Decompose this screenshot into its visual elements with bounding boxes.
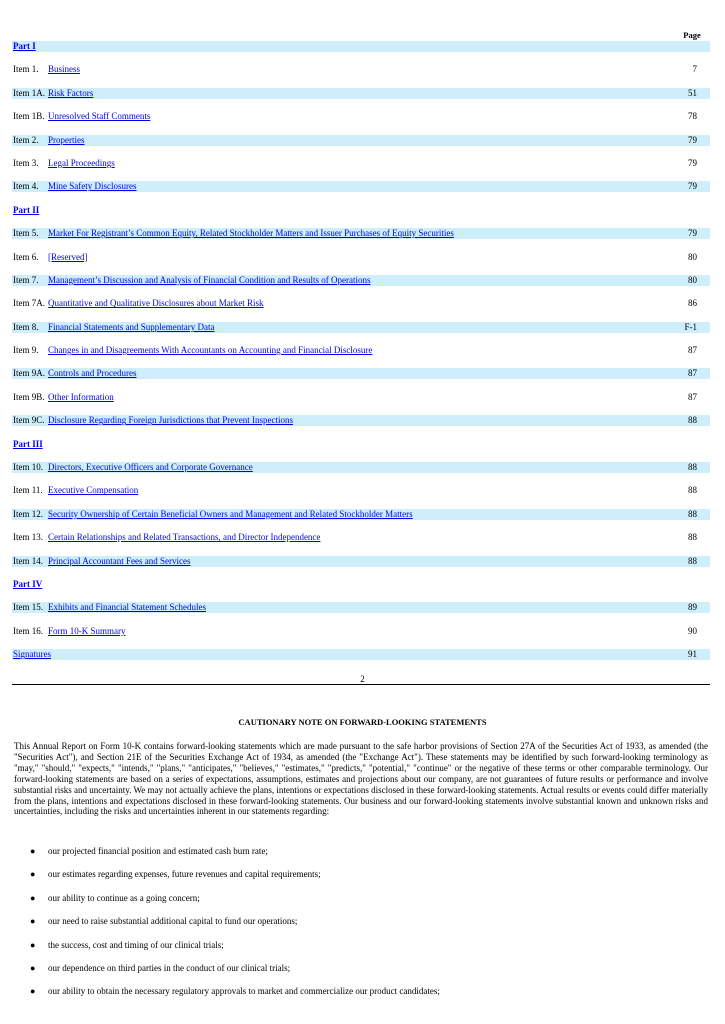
toc-section-link[interactable]: Exhibits and Financial Statement Schedules [48,602,206,613]
toc-section-link[interactable]: Financial Statements and Supplementary Data [48,321,215,332]
toc-page-number: 90 [688,625,697,636]
toc-row [12,649,710,660]
toc-page-number: 88 [688,462,697,473]
toc-page-number: 79 [688,181,697,192]
toc-section-link[interactable]: Disclosure Regarding Foreign Jurisdictions that Prevent Inspections [48,415,293,426]
bullet-text: our estimates regarding expenses, future revenues and capital requirements; [48,869,321,880]
toc-row [12,88,710,99]
toc-title [48,556,190,567]
toc-part-row [12,439,710,450]
toc-item-number: Item 9. [13,345,39,356]
toc-section-link[interactable]: Executive Compensation [48,485,139,496]
toc-item-number: Item 9B. [13,391,45,402]
toc-item-number: Item 7. [13,274,39,285]
list-item [14,893,704,904]
toc-page-number: 51 [688,87,697,98]
toc-title [48,88,93,99]
page-break-rule [12,684,710,685]
bullet-icon: ● [30,869,36,880]
toc-row [12,64,710,75]
toc-page-number: 88 [688,415,697,426]
toc-item-number: Item 11. [13,485,43,496]
toc-title [48,275,370,286]
toc-item-number: Item 14. [13,555,43,566]
bullet-text: the success, cost and timing of our clinical trials; [48,939,224,950]
toc-page-number: 78 [688,111,697,122]
toc-page-number: 87 [688,391,697,402]
list-item [14,963,704,974]
toc-title [48,462,253,473]
toc-page-number: F-1 [684,321,697,332]
toc-item-number: Item 1A. [13,87,45,98]
toc-part-row [12,205,710,216]
toc-row [12,252,710,263]
toc-section-link[interactable]: Directors, Executive Officers and Corporate Governance [48,462,253,473]
toc-part-link[interactable]: Part I [13,41,36,51]
toc-section-link[interactable]: Risk Factors [48,87,94,98]
toc-page-number: 88 [688,485,697,496]
toc-section-link[interactable]: Business [48,64,81,75]
toc-title [48,345,372,356]
toc-page-number: 89 [688,602,697,613]
toc-title [48,135,85,146]
bullet-text: our ability to obtain the necessary regulatory approvals to market and commercialize our product candidates; [48,986,440,997]
toc-row [12,135,710,146]
bullet-text: our projected financial position and estimated cash burn rate; [48,846,268,856]
toc-title [13,439,43,450]
toc-section-link[interactable]: [Reserved] [48,251,88,262]
toc-section-link[interactable]: Form 10-K Summary [48,625,126,636]
toc-row [12,462,710,473]
toc-title [48,602,206,613]
toc-row [12,322,710,333]
toc-row [12,345,710,356]
toc-page-number: 80 [688,251,697,262]
toc-title [48,158,115,169]
toc-title [48,111,150,122]
bullet-text: our dependence on third parties in the conduct of our clinical trials; [48,962,291,973]
toc-section-link[interactable]: Properties [48,134,85,145]
toc-row [12,111,710,122]
toc-section-link[interactable]: Certain Relationships and Related Transactions, and Director Independence [48,532,321,543]
toc-title [48,228,454,239]
list-item [14,940,704,951]
toc-title [13,41,36,52]
toc-row [12,509,710,520]
toc-title [48,322,214,333]
toc-title [48,626,126,637]
bullet-icon: ● [30,916,36,927]
toc-title [48,252,87,263]
toc-section-link[interactable]: Principal Accountant Fees and Services [48,555,191,566]
toc-title [13,205,39,216]
bullet-icon: ● [30,962,36,973]
toc-page-number: 79 [688,228,697,239]
toc-title [48,392,114,403]
toc-section-link[interactable]: Market For Registrant’s Common Equity, Related Stockholder Matters and Issuer Purchases of Equity Securities [48,228,454,239]
toc-part-row [12,41,710,52]
toc-row [12,415,710,426]
toc-item-number: Item 13. [13,532,43,543]
toc-page-number: 91 [688,649,697,660]
list-item [14,869,704,880]
toc-section-link[interactable]: Legal Proceedings [48,157,115,168]
toc-section-link[interactable]: Mine Safety Disclosures [48,181,137,192]
toc-item-number: Item 12. [13,508,43,519]
toc-title [13,649,51,660]
toc-part-row [12,579,710,590]
toc-section-link[interactable]: Signatures [13,649,51,660]
toc-title [48,181,136,192]
bullet-text: our ability to continue as a going concern; [48,892,200,903]
bullet-icon: ● [30,846,36,856]
toc-row [12,556,710,567]
toc-page-number: 79 [688,134,697,145]
toc-item-number: Item 6. [13,251,39,262]
bullet-icon: ● [30,892,36,903]
list-item [14,846,704,857]
toc-title [13,579,42,590]
toc-page-number: 88 [688,508,697,519]
toc-page-number: 87 [688,368,697,379]
toc-section-link[interactable]: Quantitative and Qualitative Disclosures about Market Risk [48,298,264,309]
toc-title [48,368,136,379]
toc-section-link[interactable]: Unresolved Staff Comments [48,111,151,122]
toc-item-number: Item 7A. [13,298,45,309]
bullet-text: our need to raise substantial additional capital to fund our operations; [48,916,298,927]
toc-page-number: 86 [688,298,697,309]
toc-section-link[interactable]: Changes in and Disagreements With Accountants on Accounting and Financial Disclosure [48,345,373,356]
toc-item-number: Item 16. [13,625,43,636]
bullet-icon: ● [30,986,36,997]
toc-row [12,392,710,403]
bullet-icon: ● [30,939,36,950]
toc-row [12,602,710,613]
toc-title [48,485,138,496]
toc-page-number: 88 [688,532,697,543]
list-item [14,916,704,927]
toc-row [12,158,710,169]
toc-title [48,298,263,309]
toc-row [12,626,710,637]
toc-page-number: 79 [688,157,697,168]
toc-item-number: Item 9A. [13,368,45,379]
toc-item-number: Item 3. [13,157,39,168]
toc-item-number: Item 10. [13,462,43,473]
toc-part-link[interactable]: Part II [13,204,40,215]
toc-row [12,298,710,309]
toc-page-number: 87 [688,345,697,356]
list-item [14,986,704,997]
toc-row [12,275,710,286]
toc-page-number: 88 [688,555,697,566]
toc-item-number: Item 4. [13,181,39,192]
toc-section-link[interactable]: Other Information [48,391,114,402]
toc-item-number: Item 2. [13,134,39,145]
page-number: 2 [360,674,365,684]
toc-page-number: 7 [692,64,697,75]
toc-section-link[interactable]: Security Ownership of Certain Beneficial Owners and Management and Related Stockholder Matters [48,508,413,519]
toc-title [48,509,413,520]
toc-item-number: Item 5. [13,228,39,239]
toc-part-link[interactable]: Part IV [13,578,43,589]
toc-title [48,64,80,75]
risk-bullet-list [14,846,704,1010]
toc-row [12,368,710,379]
toc-section-link[interactable]: Management’s Discussion and Analysis of Financial Condition and Results of Operations [48,274,371,285]
toc-item-number: Item 1. [13,64,39,75]
table-of-contents [12,41,710,673]
toc-page-number: 80 [688,274,697,285]
toc-item-number: Item 15. [13,602,43,613]
toc-item-number: Item 8. [13,321,39,332]
toc-row [12,181,710,192]
toc-title [48,532,320,543]
cautionary-paragraph: This Annual Report on Form 10-K contains forward-looking statements which are made pursuant to the safe harbor provisions of Section 27A of the Securities Act of 1933, as amended (the "Securities Act"), and Section 21E of the Securities Exchange Act of 1934, as amended (the "Exchange Act"). These statements may be identified by such forward-looking terminology as "may," "should," "expects," "intends," "plans," "anticipates," "believes," "estimates," "predicts," "potential," "continue" or the negative of these terms or other comparable terminology. Our forward-looking statements are based on a series of expectations, assumptions, estimates and projections about our company, are not guarantees of future results or performance and involve substantial risks and uncertainty. We may not actually achieve the plans, intentions or expectations disclosed in these forward-looking statements. Actual results or events could differ materially from the plans, intentions and expectations disclosed in these forward-looking statements. Our business and our forward-looking statements involve substantial known and unknown risks and uncertainties, including the risks and uncertainties inherent in our statements regarding: [14,741,708,817]
toc-item-number: Item 1B. [13,111,45,122]
toc-title [48,415,293,426]
toc-section-link[interactable]: Controls and Procedures [48,368,137,379]
cautionary-note-heading: CAUTIONARY NOTE ON FORWARD-LOOKING STATEMENTS [238,717,487,727]
toc-row [12,485,710,496]
page-column-header: Page [675,30,709,42]
toc-part-link[interactable]: Part III [13,438,43,449]
toc-row [12,532,710,543]
toc-row [12,228,710,239]
toc-item-number: Item 9C. [13,415,45,426]
